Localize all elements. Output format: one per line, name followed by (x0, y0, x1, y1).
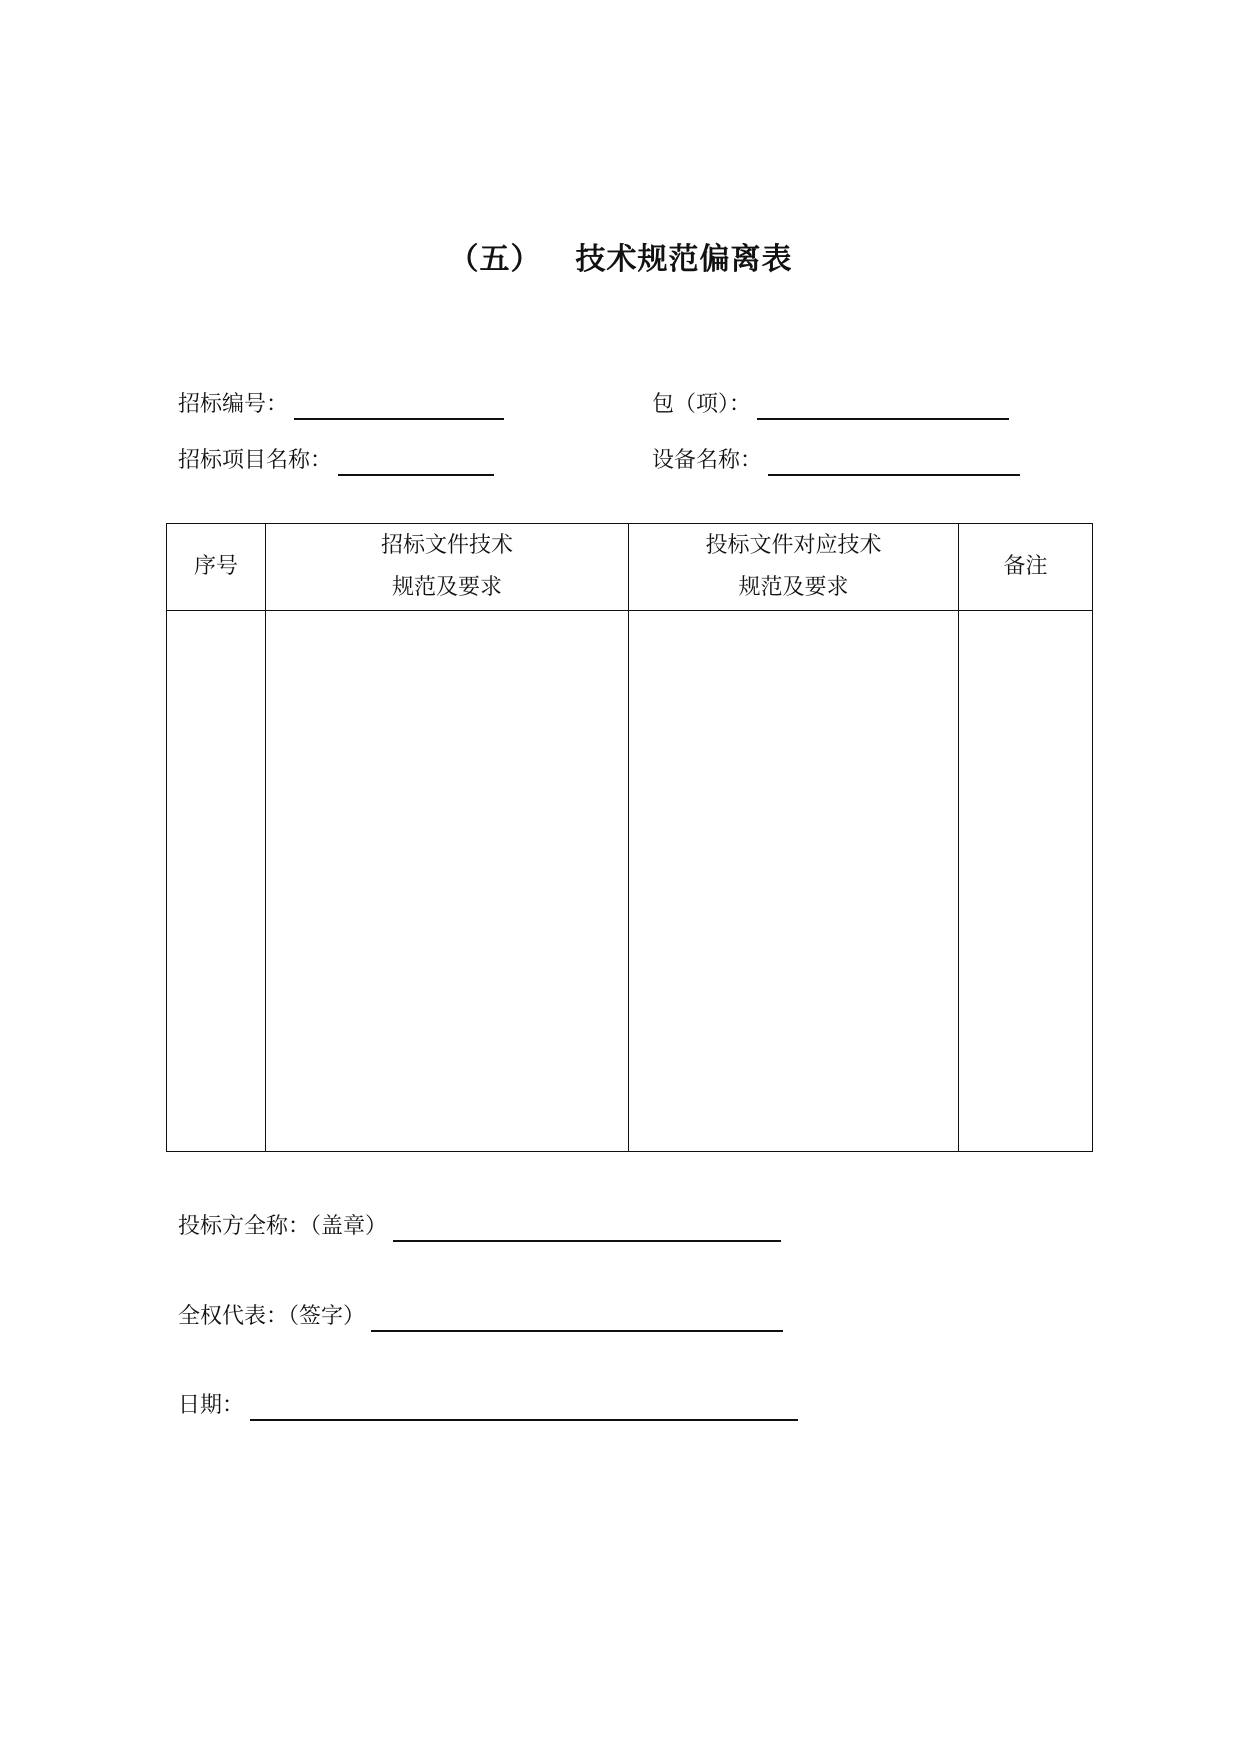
bidder-name-label: 投标方全称：（盖章） (178, 1214, 388, 1239)
cell-remarks[interactable] (959, 611, 1093, 1152)
project-name-label: 招标项目名称： (178, 448, 333, 473)
equipment-name-label: 设备名称： (652, 448, 763, 473)
representative-input-line[interactable] (371, 1306, 783, 1332)
representative-label: 全权代表：（签字） (178, 1304, 366, 1329)
cell-bid-spec[interactable] (629, 611, 959, 1152)
equipment-name-input-line[interactable] (768, 450, 1020, 476)
header-serial-number: 序号 (167, 524, 266, 611)
header-remarks: 备注 (959, 524, 1093, 611)
cell-tender-spec[interactable] (266, 611, 629, 1152)
cell-serial-number[interactable] (167, 611, 266, 1152)
date-input-line[interactable] (250, 1395, 798, 1421)
package-field (652, 390, 1009, 420)
table-header-row (167, 524, 1093, 611)
title-number: （五） (448, 242, 542, 277)
representative-field (178, 1302, 783, 1332)
date-field (178, 1391, 798, 1421)
bidder-name-input-line[interactable] (393, 1216, 781, 1242)
equipment-name-field (652, 446, 1020, 476)
title-text: 技术规范偏离表 (575, 242, 793, 277)
bid-number-input-line[interactable] (294, 394, 504, 420)
bid-number-label: 招标编号： (178, 392, 289, 417)
header-tender-spec: 招标文件技术 规范及要求 (266, 524, 629, 611)
package-input-line[interactable] (757, 394, 1009, 420)
page-title (0, 234, 1241, 278)
bidder-name-field (178, 1212, 781, 1242)
bid-number-field (178, 390, 504, 420)
deviation-table (166, 523, 1093, 1152)
package-label: 包（项）： (652, 392, 752, 417)
date-label: 日期： (178, 1393, 245, 1418)
project-name-input-line[interactable] (338, 450, 494, 476)
header-bid-spec: 投标文件对应技术 规范及要求 (629, 524, 959, 611)
table-row (167, 611, 1093, 1152)
project-name-field (178, 446, 494, 476)
